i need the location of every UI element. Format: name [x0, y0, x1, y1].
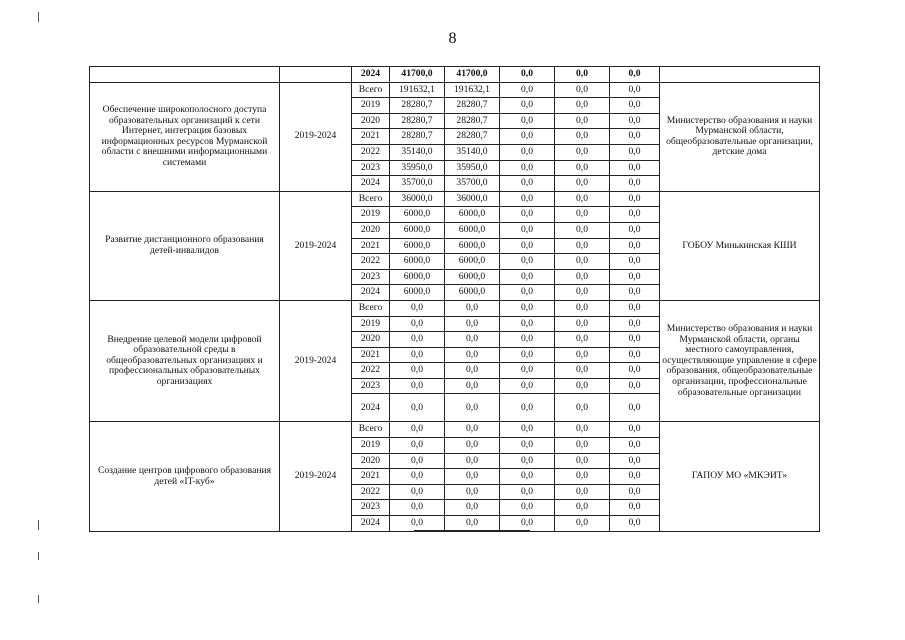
budget-cell: 0,0	[445, 332, 500, 348]
value-cell: 0,0	[500, 394, 555, 422]
value-cell: 0,0	[500, 144, 555, 160]
total-cell: 0,0	[390, 363, 445, 379]
value-cell: 0,0	[500, 438, 555, 454]
value-cell: 0,0	[500, 316, 555, 332]
value-cell: 0,0	[610, 300, 660, 316]
value-cell: 0,0	[555, 144, 610, 160]
total-cell: 36000,0	[390, 191, 445, 207]
executor-cell: Министерство образования и науки Мурманской области, органы местного самоуправления, осуществляющие управление в сфере образования, общеобразовательные организации, профессиональные образовательные организации	[660, 300, 820, 422]
value-cell: 0,0	[555, 160, 610, 176]
value-cell: 0,0	[610, 113, 660, 129]
value-cell: 0,0	[500, 222, 555, 238]
value-cell: 0,0	[610, 422, 660, 438]
budget-cell: 0,0	[445, 316, 500, 332]
value-cell: 0,0	[555, 285, 610, 301]
value-cell: 0,0	[500, 500, 555, 516]
total-cell: 0,0	[390, 347, 445, 363]
value-cell: 0,0	[500, 113, 555, 129]
value-cell: 0,0	[555, 222, 610, 238]
value-cell: 0,0	[555, 67, 610, 83]
value-cell: 0,0	[610, 144, 660, 160]
value-cell: 0,0	[610, 332, 660, 348]
executor-cell: ГАПОУ МО «МКЭИТ»	[660, 422, 820, 531]
value-cell: 0,0	[500, 67, 555, 83]
year-cell: 2022	[352, 484, 390, 500]
budget-cell: 35140,0	[445, 144, 500, 160]
page-number: 8	[448, 30, 457, 47]
budget-cell: 0,0	[445, 422, 500, 438]
total-cell: 0,0	[390, 516, 445, 532]
year-cell: 2022	[352, 363, 390, 379]
value-cell: 0,0	[500, 484, 555, 500]
year-cell: 2024	[352, 176, 390, 192]
total-cell: 0,0	[390, 332, 445, 348]
total-cell: 0,0	[390, 438, 445, 454]
scan-edge-mark	[38, 595, 39, 603]
total-cell: 6000,0	[390, 222, 445, 238]
value-cell: 0,0	[500, 207, 555, 223]
scan-edge-mark	[38, 520, 39, 530]
total-cell: 35950,0	[390, 160, 445, 176]
year-cell: 2021	[352, 238, 390, 254]
budget-cell: 0,0	[445, 453, 500, 469]
budget-cell: 6000,0	[445, 207, 500, 223]
budget-cell: 0,0	[445, 438, 500, 454]
year-cell: 2020	[352, 332, 390, 348]
value-cell: 0,0	[610, 469, 660, 485]
total-cell: 0,0	[390, 300, 445, 316]
budget-cell: 28280,7	[445, 129, 500, 145]
total-cell: 28280,7	[390, 129, 445, 145]
year-cell: 2019	[352, 316, 390, 332]
budget-cell: 41700,0	[445, 67, 500, 83]
measure-name-cell: Внедрение целевой модели цифровой образовательной среды в общеобразовательных организациях и профессиональных образовательных организациях	[90, 300, 280, 422]
value-cell: 0,0	[500, 238, 555, 254]
value-cell: 0,0	[500, 516, 555, 532]
year-cell: 2024	[352, 67, 390, 83]
value-cell: 0,0	[610, 67, 660, 83]
value-cell: 0,0	[610, 394, 660, 422]
period-cell: 2019-2024	[280, 82, 352, 191]
budget-cell: 0,0	[445, 363, 500, 379]
value-cell: 0,0	[555, 500, 610, 516]
total-cell: 0,0	[390, 378, 445, 394]
total-cell: 0,0	[390, 316, 445, 332]
budget-cell: 28280,7	[445, 113, 500, 129]
total-cell: 28280,7	[390, 98, 445, 114]
value-cell: 0,0	[555, 238, 610, 254]
executor-cell: Министерство образования и науки Мурманской области, общеобразовательные организации, детские дома	[660, 82, 820, 191]
scan-edge-mark	[38, 12, 39, 22]
year-cell: 2023	[352, 378, 390, 394]
year-cell: 2020	[352, 453, 390, 469]
value-cell: 0,0	[610, 238, 660, 254]
year-cell: Всего	[352, 82, 390, 98]
value-cell: 0,0	[610, 160, 660, 176]
total-cell: 6000,0	[390, 254, 445, 270]
budget-cell: 0,0	[445, 500, 500, 516]
value-cell: 0,0	[555, 176, 610, 192]
total-cell: 0,0	[390, 500, 445, 516]
total-cell: 0,0	[390, 484, 445, 500]
budget-cell: 28280,7	[445, 98, 500, 114]
value-cell: 0,0	[500, 469, 555, 485]
value-cell: 0,0	[610, 285, 660, 301]
period-cell: 2019-2024	[280, 300, 352, 422]
budget-cell: 35700,0	[445, 176, 500, 192]
total-cell: 0,0	[390, 394, 445, 422]
value-cell: 0,0	[610, 316, 660, 332]
budget-cell: 6000,0	[445, 269, 500, 285]
total-cell: 0,0	[390, 469, 445, 485]
value-cell: 0,0	[555, 332, 610, 348]
budget-cell: 191632,1	[445, 82, 500, 98]
empty-cell	[660, 67, 820, 83]
value-cell: 0,0	[500, 269, 555, 285]
total-cell: 0,0	[390, 453, 445, 469]
value-cell: 0,0	[500, 332, 555, 348]
value-cell: 0,0	[555, 438, 610, 454]
total-cell: 0,0	[390, 422, 445, 438]
total-cell: 6000,0	[390, 269, 445, 285]
value-cell: 0,0	[610, 176, 660, 192]
year-cell: 2021	[352, 129, 390, 145]
budget-cell: 6000,0	[445, 238, 500, 254]
value-cell: 0,0	[555, 469, 610, 485]
sections-body	[90, 82, 820, 531]
total-cell: 41700,0	[390, 67, 445, 83]
funding-table	[89, 66, 820, 532]
year-cell: Всего	[352, 300, 390, 316]
value-cell: 0,0	[500, 378, 555, 394]
table-row	[90, 191, 820, 207]
value-cell: 0,0	[555, 347, 610, 363]
year-cell: 2019	[352, 438, 390, 454]
year-cell: 2020	[352, 222, 390, 238]
value-cell: 0,0	[500, 254, 555, 270]
value-cell: 0,0	[610, 191, 660, 207]
total-cell: 28280,7	[390, 113, 445, 129]
value-cell: 0,0	[610, 98, 660, 114]
value-cell: 0,0	[500, 453, 555, 469]
value-cell: 0,0	[500, 98, 555, 114]
value-cell: 0,0	[500, 129, 555, 145]
value-cell: 0,0	[555, 207, 610, 223]
year-cell: 2022	[352, 254, 390, 270]
value-cell: 0,0	[555, 422, 610, 438]
budget-cell: 6000,0	[445, 285, 500, 301]
value-cell: 0,0	[555, 316, 610, 332]
value-cell: 0,0	[610, 129, 660, 145]
value-cell: 0,0	[610, 438, 660, 454]
year-cell: 2023	[352, 160, 390, 176]
year-cell: 2019	[352, 98, 390, 114]
year-cell: 2020	[352, 113, 390, 129]
value-cell: 0,0	[610, 347, 660, 363]
period-cell: 2019-2024	[280, 422, 352, 531]
total-cell: 6000,0	[390, 207, 445, 223]
value-cell: 0,0	[555, 129, 610, 145]
value-cell: 0,0	[555, 516, 610, 532]
year-cell: Всего	[352, 422, 390, 438]
total-cell: 6000,0	[390, 238, 445, 254]
scan-edge-mark	[38, 552, 39, 560]
period-cell: 2019-2024	[280, 191, 352, 300]
value-cell: 0,0	[610, 269, 660, 285]
value-cell: 0,0	[610, 222, 660, 238]
value-cell: 0,0	[500, 422, 555, 438]
value-cell: 0,0	[500, 160, 555, 176]
budget-cell: 6000,0	[445, 254, 500, 270]
measure-name-cell: Создание центров цифрового образования детей «IT-куб»	[90, 422, 280, 531]
value-cell: 0,0	[555, 363, 610, 379]
value-cell: 0,0	[610, 363, 660, 379]
measure-name-cell: Развитие дистанционного образования детей-инвалидов	[90, 191, 280, 300]
value-cell: 0,0	[500, 300, 555, 316]
total-cell: 35700,0	[390, 176, 445, 192]
value-cell: 0,0	[500, 363, 555, 379]
value-cell: 0,0	[610, 500, 660, 516]
value-cell: 0,0	[610, 207, 660, 223]
total-cell: 191632,1	[390, 82, 445, 98]
total-cell: 6000,0	[390, 285, 445, 301]
year-cell: 2023	[352, 500, 390, 516]
year-cell: 2021	[352, 347, 390, 363]
value-cell: 0,0	[500, 191, 555, 207]
budget-cell: 0,0	[445, 516, 500, 532]
value-cell: 0,0	[555, 269, 610, 285]
value-cell: 0,0	[610, 378, 660, 394]
value-cell: 0,0	[610, 254, 660, 270]
value-cell: 0,0	[555, 453, 610, 469]
value-cell: 0,0	[610, 453, 660, 469]
value-cell: 0,0	[555, 394, 610, 422]
year-cell: 2023	[352, 269, 390, 285]
value-cell: 0,0	[500, 285, 555, 301]
value-cell: 0,0	[500, 347, 555, 363]
table-row	[90, 82, 820, 98]
value-cell: 0,0	[610, 82, 660, 98]
budget-cell: 0,0	[445, 347, 500, 363]
value-cell: 0,0	[500, 82, 555, 98]
value-cell: 0,0	[555, 113, 610, 129]
value-cell: 0,0	[555, 191, 610, 207]
empty-cell	[90, 67, 280, 83]
budget-cell: 0,0	[445, 469, 500, 485]
budget-cell: 0,0	[445, 300, 500, 316]
value-cell: 0,0	[610, 516, 660, 532]
budget-cell: 6000,0	[445, 222, 500, 238]
value-cell: 0,0	[555, 300, 610, 316]
year-cell: 2021	[352, 469, 390, 485]
budget-cell: 35950,0	[445, 160, 500, 176]
empty-cell	[280, 67, 352, 83]
year-cell: 2024	[352, 394, 390, 422]
year-cell: 2024	[352, 516, 390, 532]
value-cell: 0,0	[555, 484, 610, 500]
value-cell: 0,0	[555, 378, 610, 394]
budget-cell: 0,0	[445, 484, 500, 500]
total-cell: 35140,0	[390, 144, 445, 160]
year-cell: 2022	[352, 144, 390, 160]
budget-cell: 0,0	[445, 394, 500, 422]
value-cell: 0,0	[610, 484, 660, 500]
table-row-continuation	[90, 67, 820, 83]
table-row	[90, 422, 820, 438]
measure-name-cell: Обеспечение широкополосного доступа образовательных организаций к сети Интернет, интеграция базовых информационных ресурсов Мурманской области с внешними информационными системами	[90, 82, 280, 191]
budget-cell: 0,0	[445, 378, 500, 394]
value-cell: 0,0	[555, 98, 610, 114]
table-row	[90, 300, 820, 316]
year-cell: 2024	[352, 285, 390, 301]
year-cell: Всего	[352, 191, 390, 207]
value-cell: 0,0	[500, 176, 555, 192]
value-cell: 0,0	[555, 82, 610, 98]
year-cell: 2019	[352, 207, 390, 223]
value-cell: 0,0	[555, 254, 610, 270]
end-rule	[414, 530, 530, 531]
budget-cell: 36000,0	[445, 191, 500, 207]
executor-cell: ГОБОУ Минькинская КШИ	[660, 191, 820, 300]
